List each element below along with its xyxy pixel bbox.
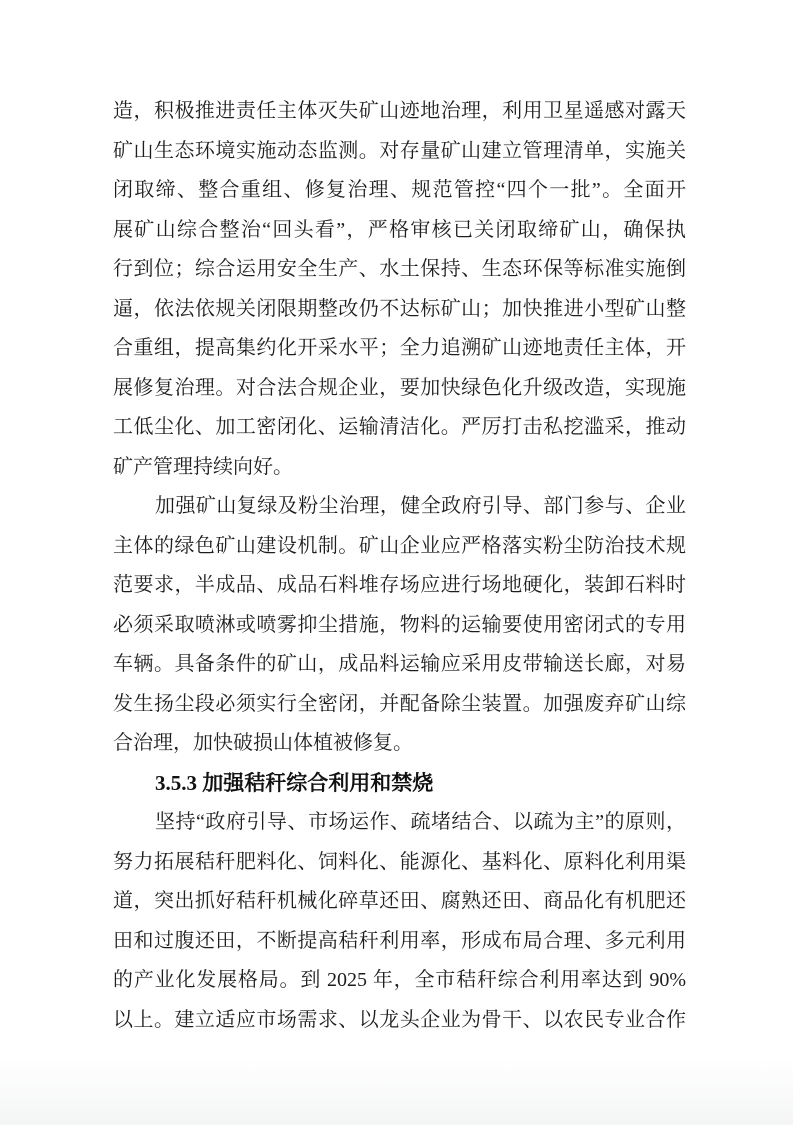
- text-line: 展矿山综合整治“回头看”，严格审核已关闭取缔矿山，确保执: [113, 218, 686, 241]
- text-line: 的产业化发展格局。到 2025 年，全市秸秆综合利用率达到 90%: [113, 969, 686, 991]
- text-line: 工低尘化、加工密闭化、运输清洁化。严厉打击私挖滥采，推动: [113, 416, 686, 438]
- text-line: 车辆。具备条件的矿山，成品料运输应采用皮带输送长廊，对易: [113, 653, 686, 675]
- text-line: 闭取缔、整合重组、修复治理、规范管控“四个一批”。全面开: [113, 179, 686, 201]
- text-line: 合治理，加快破损山体植被修复。: [113, 732, 413, 754]
- text-line: 发生扬尘段必须实行全密闭，并配备除尘装置。加强废弃矿山综: [113, 692, 686, 715]
- section-heading: 3.5.3 加强秸秆综合利用和禁烧: [155, 770, 434, 795]
- text-line: 必须采取喷淋或喷雾抑尘措施，物料的运输要使用密闭式的专用: [113, 613, 686, 636]
- text-line: 矿山生态环境实施动态监测。对存量矿山建立管理清单，实施关: [113, 139, 686, 162]
- text-line: 加强矿山复绿及粉尘治理，健全政府引导、部门参与、企业: [155, 495, 686, 517]
- text-line: 范要求，半成品、成品石料堆存场应进行场地硬化，装卸石料时: [113, 574, 686, 596]
- text-line: 矿产管理持续向好。: [113, 455, 293, 478]
- text-line: 逼，依法依规关闭限期整改仍不达标矿山；加快推进小型矿山整: [113, 297, 686, 320]
- paragraph: [113, 803, 686, 1040]
- text-line: 努力拓展秸秆肥料化、饲料化、能源化、基料化、原料化利用渠: [113, 850, 686, 873]
- text-line: 主体的绿色矿山建设机制。矿山企业应严格落实粉尘防治技术规: [113, 534, 686, 557]
- text-line: 以上。建立适应市场需求、以龙头企业为骨干、以农民专业合作: [113, 1008, 686, 1031]
- text-line: 行到位；综合运用安全生产、水土保持、生态环保等标准实施倒: [113, 258, 686, 280]
- paragraph: [113, 487, 686, 764]
- document-content: [113, 92, 686, 1040]
- text-line: 田和过腹还田，不断提高秸秆利用率，形成布局合理、多元利用: [113, 929, 686, 952]
- text-line: 展修复治理。对合法合规企业，要加快绿色化升级改造，实现施: [113, 376, 686, 399]
- paragraph: [113, 92, 686, 487]
- text-line: 坚持“政府引导、市场运作、疏堵结合、以疏为主”的原则，: [155, 811, 686, 833]
- text-line: 合重组，提高集约化开采水平；全力追溯矿山迹地责任主体，开: [113, 337, 686, 359]
- text-line: 道，突出抓好秸秆机械化碎草还田、腐熟还田、商品化有机肥还: [113, 890, 686, 912]
- text-line: 造，积极推进责任主体灭失矿山迹地治理，利用卫星遥感对露天: [113, 100, 686, 122]
